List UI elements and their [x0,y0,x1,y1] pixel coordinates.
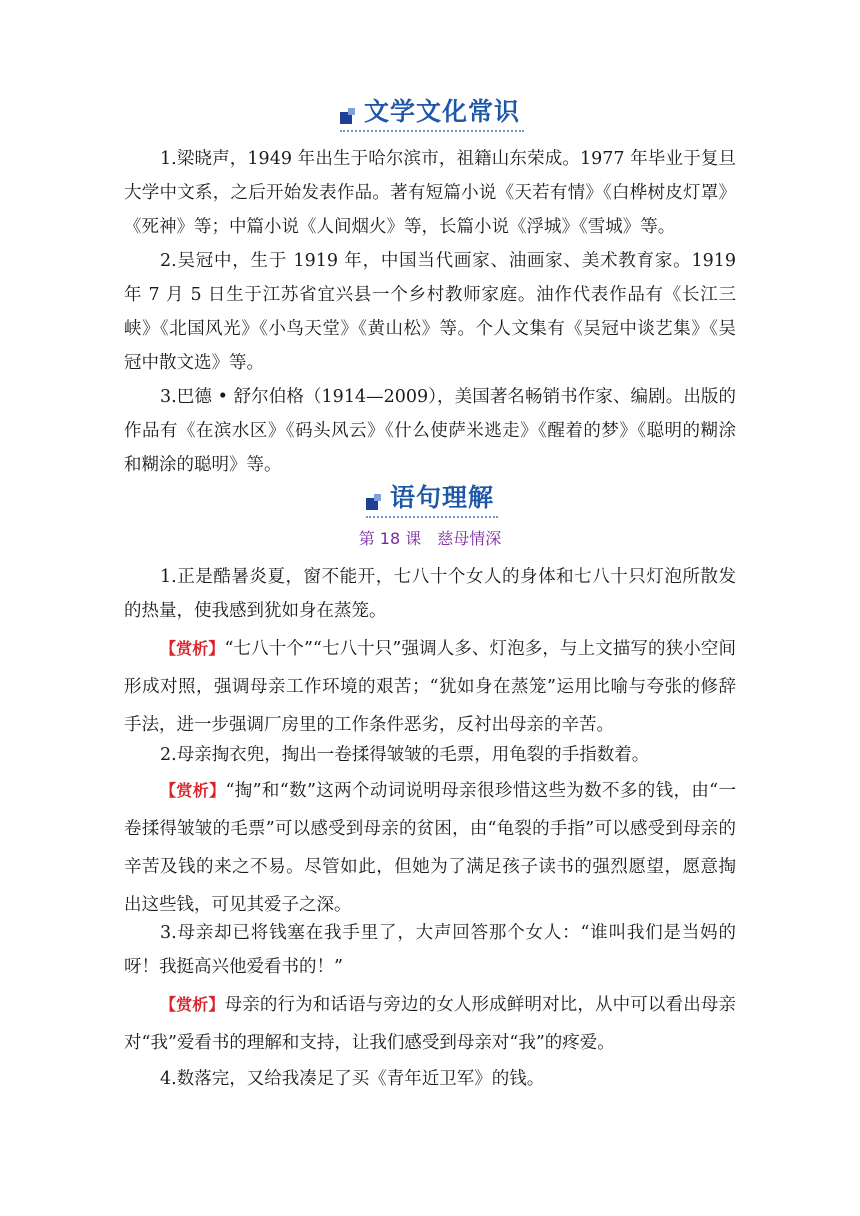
dotted-underline [340,130,524,132]
culture-paragraph: 3.巴德 • 舒尔伯格（1914—2009），美国著名畅销书作家、编剧。出版的作品有《在滨水区》《码头风云》《什么使萨米逃走》《醒着的梦》《聪明的糊涂和糊涂的聪明》等。 [124,387,736,475]
analysis-paragraph [124,630,736,744]
lesson-title: 第 18 课 慈母情深 [358,529,502,548]
sentence-paragraph: 2.母亲掏衣兜，掏出一卷揉得皱皱的毛票，用龟裂的手指数着。 [160,745,650,765]
culture-paragraph: 2.吴冠中，生于 1919 年，中国当代画家、油画家、美术教育家。1919 年 7 月 5 日生于江苏省宜兴县一个乡村教师家庭。油作代表作品有《长江三峡》《北国风光》《小鸟天堂》《黄山松》等。个人文集有《吴冠中谈艺集》《吴冠中散文选》等。 [124,251,736,373]
analysis-text: “掏”和“数”这两个动词说明母亲很珍惜这些为数不多的钱，由“一卷揉得皱皱的毛票”可以感受到母亲的贫困，由“龟裂的手指”可以感受到母亲的辛苦及钱的来之不易。尽管如此，但她为了满足孩子读书的强烈愿望，愿意掏出这些钱，可见其爱子之深。 [124,781,736,915]
section-square-icon [340,108,358,126]
sentence-paragraph: 1.正是酷暑炎夏，窗不能开，七八十个女人的身体和七八十只灯泡所散发的热量，使我感到犹如身在蒸笼。 [124,567,736,621]
analysis-label: 【赏析】 [160,781,226,800]
section-square-icon [366,494,384,512]
section-header-sentences [0,478,860,518]
analysis-paragraph [124,772,736,924]
section-title: 语句理解 [389,483,494,512]
dotted-underline [366,516,498,518]
sentence-paragraph: 4.数落完，又给我凑足了买《青年近卫军》的钱。 [160,1069,545,1089]
analysis-text: 母亲的行为和话语与旁边的女人形成鲜明对比，从中可以看出母亲对“我”爱看书的理解和支持，让我们感受到母亲对“我”的疼爱。 [124,995,736,1053]
analysis-label: 【赏析】 [160,639,225,658]
analysis-paragraph [124,986,736,1062]
analysis-label: 【赏析】 [160,995,225,1014]
sentence-paragraph: 3.母亲却已将钱塞在我手里了，大声回答那个女人：“谁叫我们是当妈的呀！我挺高兴他爱看书的！” [124,923,736,977]
section-header-culture [0,92,860,132]
culture-paragraph: 1.梁晓声，1949 年出生于哈尔滨市，祖籍山东荣成。1977 年毕业于复旦大学中文系，之后开始发表作品。著有短篇小说《天若有情》《白桦树皮灯罩》《死神》等；中篇小说《人间烟火》等，长篇小说《浮城》《雪城》等。 [124,149,736,237]
section-title: 文学文化常识 [363,97,520,126]
analysis-text: “七八十个”“七八十只”强调人多、灯泡多，与上文描写的狭小空间形成对照，强调母亲工作环境的艰苦；“犹如身在蒸笼”运用比喻与夸张的修辞手法，进一步强调厂房里的工作条件恶劣，反衬出母亲的辛苦。 [124,639,736,735]
